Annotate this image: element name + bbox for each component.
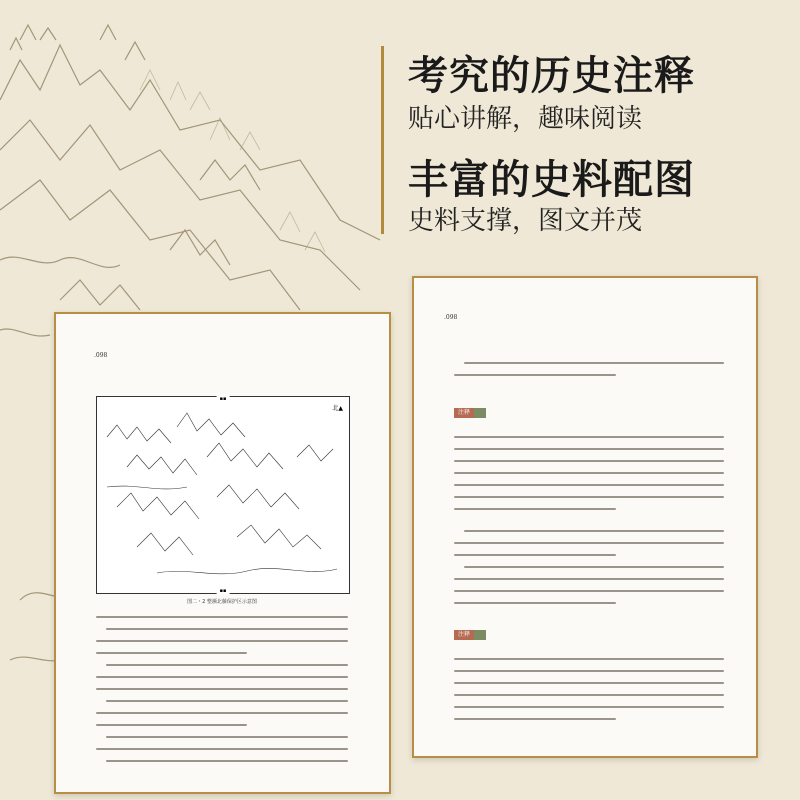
body-text-middle [454, 530, 724, 614]
book-page-right [412, 276, 758, 758]
headline-history-annotation: 考究的历史注释 [408, 53, 695, 99]
headline-historical-illustrations: 丰富的史料配图 [408, 157, 695, 203]
map-top-label: ▪▪ [217, 396, 230, 402]
historical-map-illustration [96, 396, 350, 594]
north-marker: 北▲ [332, 405, 343, 412]
note-number-badge [474, 408, 486, 418]
subtitle-illustrations: 史料支撑，图文并茂 [408, 206, 643, 236]
divider-line [381, 46, 384, 234]
subtitle-explanation: 贴心讲解，趣味阅读 [408, 104, 643, 134]
note-tag [454, 630, 486, 640]
note-text-1 [454, 436, 724, 520]
map-caption: 图二・2 整濒北藤保护区示意图 [187, 599, 257, 605]
body-text-left [96, 616, 348, 772]
book-page-left [54, 312, 391, 794]
page-number: .098 [444, 314, 458, 321]
note-tag [454, 408, 486, 418]
note-label: 注释 [454, 630, 474, 640]
note-text-2 [454, 658, 724, 730]
map-drawing [97, 397, 349, 593]
page-number: .098 [94, 352, 108, 359]
note-number-badge [474, 630, 486, 640]
note-label: 注释 [454, 408, 474, 418]
map-bottom-label: ▪▪ [217, 588, 230, 594]
body-text-intro [454, 362, 724, 386]
